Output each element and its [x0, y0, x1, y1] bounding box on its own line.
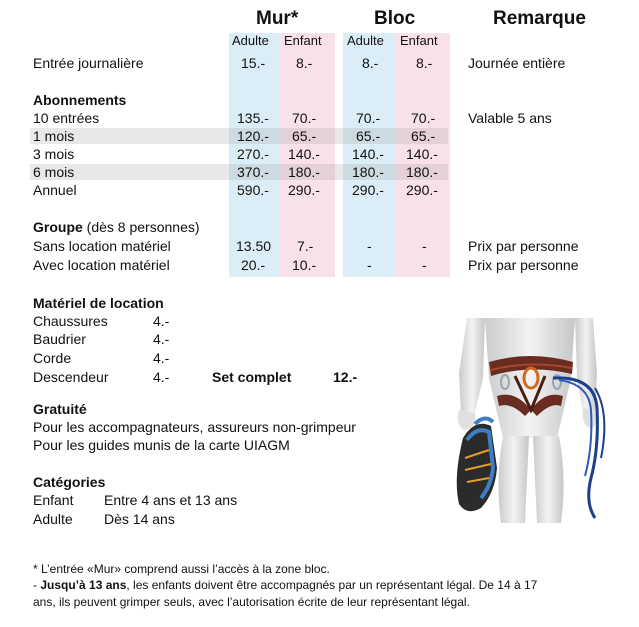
- abo-row-label: 3 mois: [33, 146, 75, 162]
- abo-row-label: 1 mois: [33, 128, 75, 144]
- abo-row-mur-adulte: 135.-: [237, 110, 269, 126]
- abo-row-mur-enfant: 140.-: [288, 146, 320, 162]
- abo-row-bloc-enfant: 65.-: [411, 128, 436, 144]
- abo-row-mur-adulte: 270.-: [237, 146, 269, 162]
- header-bloc: Bloc: [374, 8, 416, 29]
- materiel-title: Matériel de location: [33, 295, 164, 311]
- abo-row-mur-adulte: 590.-: [237, 182, 269, 198]
- footnote-age-rest: , les enfants doivent être accompagnés par un représentant légal. De 14 à 17: [126, 578, 538, 592]
- materiel-item-label: Corde: [33, 350, 72, 366]
- subheader-bloc-enfant: Enfant: [400, 33, 438, 48]
- groupe-row-bloc-adulte: -: [367, 238, 372, 254]
- daily-bloc-adulte: 8.-: [362, 55, 379, 71]
- materiel-item-price: 4.-: [153, 313, 170, 329]
- subheader-mur-adulte: Adulte: [232, 33, 269, 48]
- groupe-row-mur-adulte: 20.-: [241, 257, 266, 273]
- footnote-age-bold: Jusqu’à 13 ans: [40, 578, 127, 592]
- mannequin-left-arm: [459, 318, 485, 414]
- groupe-subtitle: (dès 8 personnes): [86, 219, 200, 235]
- abo-row-bloc-enfant: 70.-: [411, 110, 436, 126]
- mannequin-right-leg: [533, 436, 564, 523]
- daily-mur-enfant: 8.-: [296, 55, 313, 71]
- categories-title: Catégories: [33, 474, 106, 490]
- header-remarque: Remarque: [493, 8, 586, 29]
- abo-row-bloc-adulte: 65.-: [356, 128, 381, 144]
- materiel-item-price: 4.-: [153, 369, 170, 385]
- abo-row-label: 6 mois: [33, 164, 75, 180]
- materiel-item-label: Descendeur: [33, 369, 109, 385]
- groupe-row-bloc-enfant: -: [422, 257, 427, 273]
- footnote-age: [33, 578, 537, 592]
- abonnements-title: Abonnements: [33, 92, 127, 108]
- header-mur: Mur*: [256, 8, 299, 29]
- groupe-row-remark: Prix par personne: [468, 257, 579, 273]
- daily-bloc-enfant: 8.-: [416, 55, 433, 71]
- subheader-mur-enfant: Enfant: [284, 33, 322, 48]
- groupe-row-mur-adulte: 13.50: [236, 238, 272, 254]
- groupe-row-label: Sans location matériel: [33, 238, 171, 254]
- materiel-item-label: Chaussures: [33, 313, 108, 329]
- materiel-item-price: 4.-: [153, 331, 170, 347]
- abo-row-bloc-enfant: 180.-: [406, 164, 438, 180]
- abo-row-label: Annuel: [33, 182, 77, 198]
- footnote-age-prefix: -: [33, 578, 41, 592]
- abo-row-mur-enfant: 65.-: [292, 128, 317, 144]
- groupe-row-mur-enfant: 10.-: [292, 257, 317, 273]
- groupe-heading: [33, 219, 200, 235]
- category-value: Dès 14 ans: [104, 511, 175, 527]
- abo-row-mur-enfant: 70.-: [292, 110, 317, 126]
- category-value: Entre 4 ans et 13 ans: [104, 492, 238, 508]
- materiel-item-label: Baudrier: [33, 331, 86, 347]
- abo-row-mur-adulte: 120.-: [237, 128, 269, 144]
- abo-row-mur-enfant: 180.-: [288, 164, 320, 180]
- abo-row-remark: Valable 5 ans: [468, 110, 552, 126]
- groupe-row-remark: Prix par personne: [468, 238, 579, 254]
- abo-row-label: 10 entrées: [33, 110, 100, 126]
- groupe-title: Groupe: [33, 219, 83, 235]
- footnote-age-cont: ans, ils peuvent grimper seuls, avec l’autorisation écrite de leur représentant légal.: [33, 595, 470, 609]
- abo-row-mur-adulte: 370.-: [237, 164, 269, 180]
- groupe-row-bloc-enfant: -: [422, 238, 427, 254]
- groupe-row-bloc-adulte: -: [367, 257, 372, 273]
- daily-mur-adulte: 15.-: [241, 55, 266, 71]
- harness-mannequin-image: [445, 318, 615, 523]
- gratuite-line: Pour les guides munis de la carte UIAGM: [33, 437, 290, 453]
- groupe-row-label: Avec location matériel: [33, 257, 170, 273]
- gratuite-title: Gratuité: [33, 401, 87, 417]
- abo-row-bloc-enfant: 140.-: [406, 146, 438, 162]
- set-complet-price: 12.-: [333, 369, 358, 385]
- category-label: Adulte: [33, 511, 73, 527]
- footnote-mur: * L’entrée «Mur» comprend aussi l’accès à la zone bloc.: [33, 562, 330, 576]
- abo-row-bloc-adulte: 180.-: [352, 164, 384, 180]
- category-label: Enfant: [33, 492, 74, 508]
- subheader-bloc-adulte: Adulte: [347, 33, 384, 48]
- gratuite-line: Pour les accompagnateurs, assureurs non-grimpeur: [33, 419, 356, 435]
- groupe-row-mur-enfant: 7.-: [297, 238, 314, 254]
- mannequin-left-leg: [498, 436, 529, 523]
- abo-row-bloc-enfant: 290.-: [406, 182, 438, 198]
- abo-row-bloc-adulte: 290.-: [352, 182, 384, 198]
- abo-row-bloc-adulte: 140.-: [352, 146, 384, 162]
- abo-row-bloc-adulte: 70.-: [356, 110, 381, 126]
- mannequin-right-arm: [575, 318, 597, 413]
- materiel-item-price: 4.-: [153, 350, 170, 366]
- daily-label: Entrée journalière: [33, 55, 144, 71]
- abo-row-mur-enfant: 290.-: [288, 182, 320, 198]
- daily-remark: Journée entière: [468, 55, 566, 71]
- set-complet-label: Set complet: [212, 369, 292, 385]
